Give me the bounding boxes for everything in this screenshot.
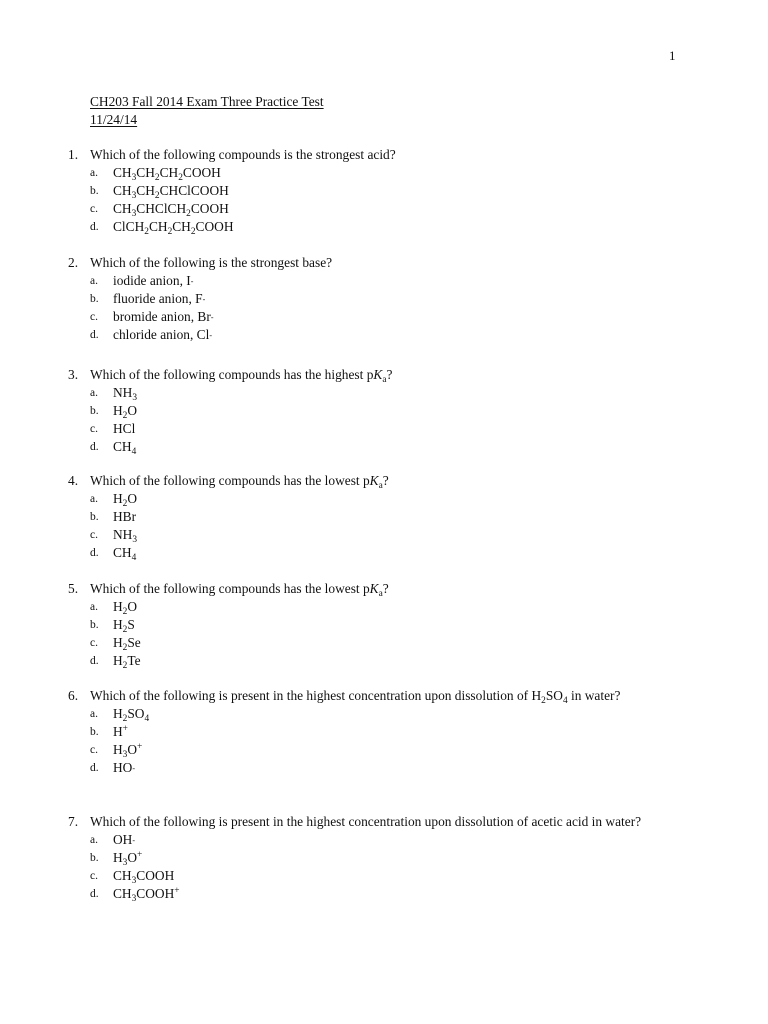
option-text: $CH_3COOH^+$ [113,886,180,904]
question-text: Which of the following is the strongest base? [90,255,333,270]
answer-option [90,272,678,290]
answer-options [90,831,678,903]
answer-option [90,544,678,562]
question-number: 2. [68,255,79,270]
option-letter: c. [90,744,98,756]
answer-option [90,402,678,420]
answer-options [90,705,678,777]
option-letter: b. [90,293,99,305]
question-6 [68,687,678,777]
option-text: $CH_3CH_2CH_2COOH$ [113,165,221,183]
question-1 [68,146,678,236]
answer-options [90,490,678,562]
option-letter: a. [90,275,98,287]
option-letter: c. [90,870,98,882]
document-date: 11/24/14 [90,112,138,127]
option-text: chloride anion, Cl- [113,327,213,342]
question-text: Which of the following is present in the highest concentration upon dissolution of $H_2SO_4$ in water? [90,688,621,706]
option-text: $CH_3CH_2CHClCOOH$ [113,183,229,201]
option-text: $NH_3$ [113,527,138,545]
question-7 [68,813,678,903]
option-letter: d. [90,655,99,667]
question-text: Which of the following is present in the highest concentration upon dissolution of acetic acid in water? [90,814,642,829]
option-text: $H_2O$ [113,491,138,509]
option-letter: b. [90,726,99,738]
answer-option [90,326,678,344]
document-header [90,93,324,129]
answer-options [90,598,678,670]
option-text: $H_2O$ [113,403,138,421]
question-text: Which of the following compounds has the lowest $pK_a$? [90,473,389,491]
option-text: iodide anion, I- [113,273,194,288]
option-letter: d. [90,888,99,900]
answer-option [90,598,678,616]
option-text: $CH_3COOH$ [113,868,175,886]
option-letter: b. [90,185,99,197]
answer-option [90,831,678,849]
option-letter: a. [90,387,98,399]
option-letter: b. [90,405,99,417]
answer-option [90,182,678,200]
answer-option [90,705,678,723]
option-text: $H_2Te$ [113,653,141,671]
option-letter: c. [90,311,98,323]
option-text: $CH_3CHClCH_2COOH$ [113,201,229,219]
answer-option [90,526,678,544]
option-letter: a. [90,167,98,179]
document-title: CH203 Fall 2014 Exam Three Practice Test [90,94,324,109]
option-text: $H_2SO_4$ [113,706,150,724]
option-letter: a. [90,493,98,505]
option-letter: d. [90,329,99,341]
question-number: 6. [68,688,79,703]
answer-option [90,885,678,903]
option-letter: d. [90,441,99,453]
option-letter: d. [90,762,99,774]
question-2 [68,254,678,344]
answer-option [90,490,678,508]
answer-option [90,616,678,634]
answer-option [90,849,678,867]
page-number: 1 [669,48,676,63]
option-text: $H_2O$ [113,599,138,617]
option-letter: c. [90,637,98,649]
question-number: 7. [68,814,79,829]
answer-option [90,218,678,236]
question-text: Which of the following compounds is the strongest acid? [90,147,396,162]
option-text: $H_3O^+$ [113,742,143,760]
option-text: bromide anion, Br- [113,309,214,324]
answer-option [90,741,678,759]
answer-option [90,759,678,777]
option-text: $H_3O^+$ [113,850,143,868]
option-letter: d. [90,547,99,559]
option-text: $H_2S$ [113,617,135,635]
option-letter: b. [90,852,99,864]
answer-option [90,723,678,741]
option-text: $H_2Se$ [113,635,141,653]
answer-option [90,634,678,652]
question-text: Which of the following compounds has the lowest $pK_a$? [90,581,389,599]
option-text: fluoride anion, F- [113,291,206,306]
question-number: 4. [68,473,79,488]
option-letter: b. [90,619,99,631]
question-5 [68,580,678,670]
question-number: 5. [68,581,79,596]
question-3 [68,366,678,456]
question-text: Which of the following compounds has the highest $pK_a$? [90,367,393,385]
answer-option [90,867,678,885]
option-letter: a. [90,601,98,613]
answer-option [90,164,678,182]
option-letter: c. [90,423,98,435]
option-letter: c. [90,203,98,215]
answer-options [90,272,678,344]
option-text: HBr [113,509,137,524]
option-text: H+ [113,724,128,739]
option-text: $NH_3$ [113,385,138,403]
option-letter: d. [90,221,99,233]
option-letter: a. [90,708,98,720]
answer-options [90,384,678,456]
option-letter: a. [90,834,98,846]
answer-option [90,384,678,402]
option-letter: b. [90,511,99,523]
option-text: HO- [113,760,136,775]
option-text: HCl [113,421,136,436]
question-4 [68,472,678,562]
answer-option [90,308,678,326]
answer-option [90,508,678,526]
option-letter: c. [90,529,98,541]
question-number: 1. [68,147,79,162]
option-text: $CH_4$ [113,545,137,563]
option-text: $ClCH_2CH_2CH_2COOH$ [113,219,234,237]
answer-option [90,200,678,218]
answer-option [90,420,678,438]
answer-option [90,652,678,670]
answer-option [90,438,678,456]
question-number: 3. [68,367,79,382]
answer-options [90,164,678,236]
option-text: OH- [113,832,136,847]
answer-option [90,290,678,308]
option-text: $CH_4$ [113,439,137,457]
